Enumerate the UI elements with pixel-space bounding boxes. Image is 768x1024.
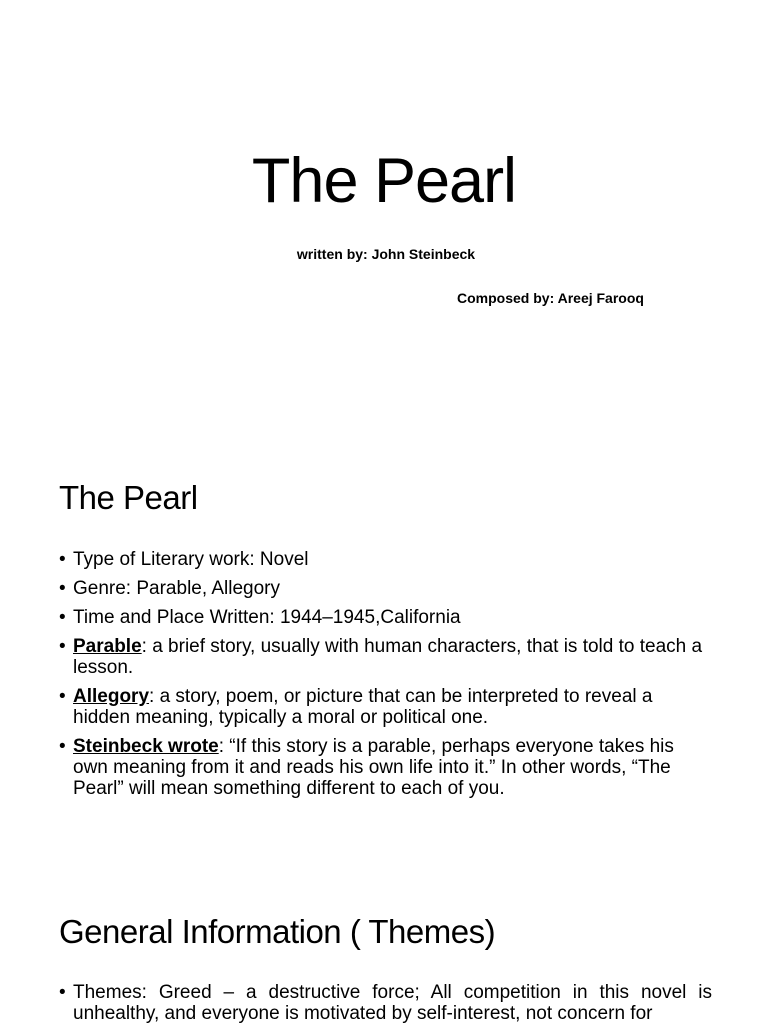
bullet-text: : a story, poem, or picture that can be interpreted to reveal a hidden meaning, typically a moral or political one. <box>73 686 653 728</box>
bullet-text: Time and Place Written: 1944–1945,California <box>73 607 461 628</box>
list-item <box>59 578 712 599</box>
bullet-icon: • <box>59 982 66 1003</box>
bullet-term: Parable <box>73 636 142 657</box>
bullet-icon: • <box>59 736 66 757</box>
list-item <box>59 686 712 728</box>
themes-slide-heading: General Information ( Themes) <box>59 913 496 950</box>
bullet-term: Allegory <box>73 686 150 707</box>
info-slide <box>0 430 768 860</box>
bullet-icon: • <box>59 636 66 657</box>
bullet-icon: • <box>59 549 66 570</box>
list-item <box>59 636 712 678</box>
composer-credit: Composed by: Areej Farooq <box>457 290 644 306</box>
list-item <box>59 982 712 1024</box>
themes-bullet-list <box>59 982 712 1024</box>
bullet-text: : a brief story, usually with human characters, that is told to teach a lesson. <box>73 636 703 678</box>
bullet-text: Genre: Parable, Allegory <box>73 578 281 599</box>
list-item <box>59 607 712 628</box>
bullet-icon: • <box>59 686 66 707</box>
list-item <box>59 736 712 799</box>
themes-slide <box>0 860 768 1024</box>
bullet-text: : “If this story is a parable, perhaps everyone takes his own meaning from it and reads his own life into it.” In other words, “The Pearl” will mean something different to each of you. <box>73 736 674 799</box>
info-slide-heading: The Pearl <box>59 479 198 516</box>
title-slide <box>0 0 768 430</box>
document-title: The Pearl <box>251 146 517 216</box>
bullet-icon: • <box>59 578 66 599</box>
bullet-text: Type of Literary work: Novel <box>73 549 309 570</box>
bullet-term: Steinbeck wrote <box>73 736 219 757</box>
bullet-text: Themes: Greed – a destructive force; All competition in this novel is unhealthy, and everyone is motivated by self-interest, not concern for <box>73 982 712 1024</box>
list-item <box>59 549 712 570</box>
info-bullet-list <box>59 549 712 807</box>
bullet-icon: • <box>59 607 66 628</box>
author-credit: written by: John Steinbeck <box>296 246 476 262</box>
